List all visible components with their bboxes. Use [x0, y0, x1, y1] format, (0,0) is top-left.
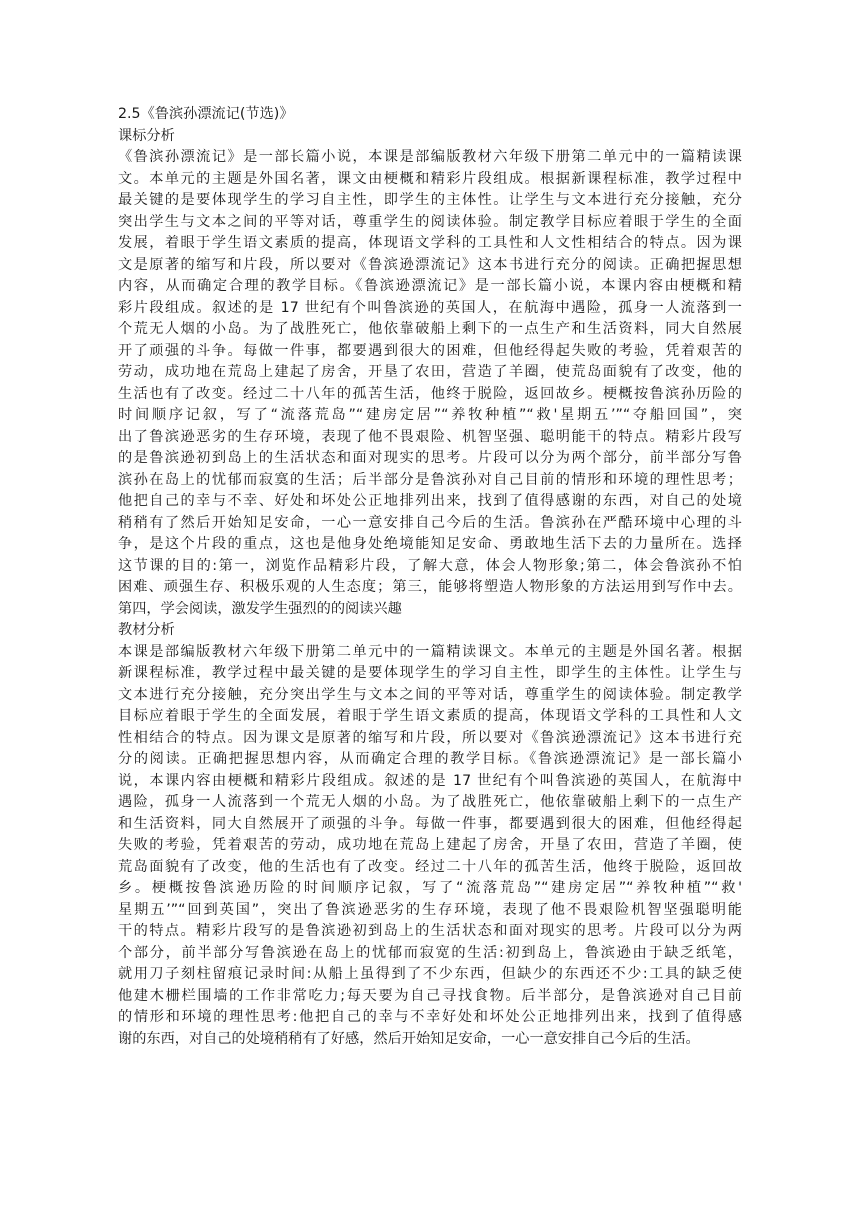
- text-line: 干的特点。精彩片段写的是鲁滨逊初到岛上的生活状态和面对现实的思考。片段可以分为两: [118, 923, 742, 939]
- text-line: 荒岛面貌有了改变，他的生活也有了改变。经过二十八年的孤苦生活，他终于脱险，返回故: [118, 858, 742, 875]
- text-line: 他建木栅栏围墙的工作非常吃力;每天要为自己寻找食物。后半部分，是鲁滨逊对自己目前: [118, 987, 742, 1004]
- text-line: 遇险，孤身一人流落到一个荒无人烟的小岛。为了战胜死亡，他依靠破船上剩下的一点生产: [118, 794, 742, 810]
- section-body-curriculum: [118, 147, 742, 620]
- section-heading-textbook: 教材分析: [118, 622, 175, 638]
- text-line: 开了顽强的斗争。每做一件事，都要遇到很大的困难，但他经得起失败的考验，凭着艰苦的: [118, 342, 742, 359]
- text-line: 谢的东西，对自己的处境稍稍有了好感，然后开始知足安命，一心一意安排自己今后的生活。: [118, 1030, 700, 1047]
- text-line: 和生活资料，同大自然展开了顽强的斗争。每做一件事，都要遇到很大的困难，但他经得起: [118, 815, 742, 832]
- text-line: 的情形和环境的理性思考:他把自己的幸与不幸好处和坏处公正地排列出来，找到了值得感: [118, 1009, 742, 1025]
- text-line: 第四，学会阅读，激发学生强烈的的阅读兴趣: [118, 600, 402, 617]
- text-line: 新课程标准，教学过程中最关键的是要体现学生的学习自主性，即学生的主体性。让学生与: [118, 665, 742, 681]
- text-line: 困难、顽强生存、积极乐观的人生态度；第三，能够将塑造人物形象的方法运用到写作中去。: [118, 579, 742, 595]
- document-page: [118, 104, 742, 1050]
- text-line: 个部分，前半部分写鲁滨逊在岛上的忧郁而寂宽的生活:初到岛上，鲁滨逊由于缺乏纸笔，: [118, 944, 742, 961]
- text-line: 文。本单元的主题是外国名著，课文由梗概和精彩片段组成。根据新课程标准，教学过程中: [118, 170, 742, 187]
- text-line: 出了鲁滨逊恶劣的生存环境，表现了他不畏艰险、机智坚强、聪明能干的特点。精彩片段写: [118, 428, 742, 445]
- text-line: 这节课的目的:第一，浏览作品精彩片段，了解大意，体会人物形象;第二，体会鲁滨孙不怕: [118, 557, 742, 574]
- text-line: 文本进行充分接触，充分突出学生与文本之间的平等对话，尊重学生的阅读体验。制定教学: [118, 686, 742, 703]
- text-line: 个荒无人烟的小岛。为了战胜死亡，他依靠破船上剩下的一点生产和生活资料，同大自然展: [118, 321, 742, 337]
- text-line: 滨孙在岛上的忧郁而寂寞的生活；后半部分是鲁滨孙对自己目前的情形和环境的理性思考；: [118, 471, 742, 488]
- text-line: 内容，从而确定合理的教学目标。《鲁滨逊漂流记》是一部长篇小说，本课内容由梗概和精: [118, 278, 742, 294]
- text-line: 时间顺序记叙，写了“流落荒岛”“建房定居”“养牧种植”“救'星期五’”“夺船回国”，突: [118, 407, 742, 423]
- section-body-textbook: [118, 642, 742, 1051]
- text-line: 的是鲁滨逊初到岛上的生活状态和面对现实的思考。片段可以分为两个部分，前半部分写鲁: [118, 450, 742, 466]
- section-heading-curriculum: 课标分析: [118, 127, 175, 144]
- text-line: 稍稍有了然后开始知足安命，一心一意安排自己今后的生活。鲁滨孙在严酷环境中心理的斗: [118, 514, 742, 531]
- text-line: 性相结合的特点。因为课文是原著的缩写和片段，所以要对《鲁滨逊漂流记》这本书进行充: [118, 729, 742, 746]
- text-line: 突出学生与文本之间的平等对话，尊重学生的阅读体验。制定教学目标应着眼于学生的全面: [118, 213, 742, 230]
- text-line: 争，是这个片段的重点，这也是他身处绝境能知足安命、勇敢地生活下去的力量所在。选择: [118, 536, 742, 552]
- text-line: 就用刀子刻柱留痕记录时间:从船上虽得到了不少东西，但缺少的东西还不少:工具的缺乏使: [118, 966, 742, 982]
- text-line: 文是原著的缩写和片段，所以要对《鲁滨逊漂流记》这本书进行充分的阅读。正确把握思想: [118, 256, 742, 273]
- text-line: 乡。梗概按鲁滨逊历险的时间顺序记叙，写了“流落荒岛”“建房定居”“养牧种植”“救': [118, 880, 742, 896]
- text-line: 星期五’”“回到英国”，突出了鲁滨逊恶劣的生存环境，表现了他不畏艰险机智坚强聪明能: [118, 901, 742, 918]
- text-line: 最关键的是要体现学生的学习自主性，即学生的主体性。让学生与文本进行充分接触，充分: [118, 192, 742, 208]
- document-title: 2.5《鲁滨孙漂流记(节选)》: [118, 106, 294, 122]
- text-line: 生活也有了改变。经过二十八年的孤苦生活，他终于脱险，返回故乡。梗概按鲁滨孙历险的: [118, 385, 742, 402]
- text-line: 本课是部编版教材六年级下册第二单元中的一篇精读课文。本单元的主题是外国名著。根据: [118, 643, 742, 660]
- text-line: 发展，着眼于学生语文素质的提高，体现语文学科的工具性和人文性相结合的特点。因为课: [118, 235, 742, 251]
- text-line: 《鲁滨孙漂流记》是一部长篇小说，本课是部编版教材六年级下册第二单元中的一篇精读课: [118, 149, 742, 165]
- text-line: 分的阅读。正确把握思想内容，从而确定合理的教学目标。《鲁滨逊漂流记》是一部长篇小: [118, 751, 742, 767]
- text-line: 目标应着眼于学生的全面发展，着眼于学生语文素质的提高，体现语文学科的工具性和人文: [118, 708, 742, 724]
- text-line: 劳动，成功地在荒岛上建起了房舍，开垦了农田，营造了羊圈，使荒岛面貌有了改变，他的: [118, 364, 742, 380]
- text-line: 说，本课内容由梗概和精彩片段组成。叙述的是 17 世纪有个叫鲁滨逊的英国人，在航海中: [118, 772, 742, 789]
- text-line: 失败的考验，凭着艰苦的劳动，成功地在荒岛上建起了房舍，开垦了农田，营造了羊圈，使: [118, 837, 742, 853]
- text-line: 他把自己的幸与不幸、好处和坏处公正地排列出来，找到了值得感谢的东西，对自己的处境: [118, 493, 742, 509]
- text-line: 彩片段组成。叙述的是 17 世纪有个叫鲁滨逊的英国人，在航海中遇险，孤身一人流落到一: [118, 299, 742, 316]
